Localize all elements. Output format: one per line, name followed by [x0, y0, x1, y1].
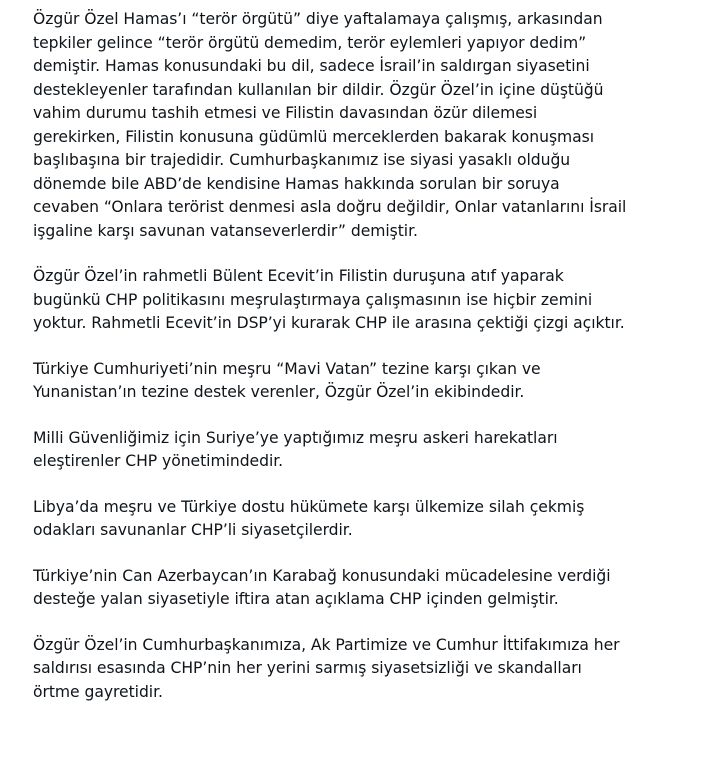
text-line: tepkiler gelince “terör örgütü demedim, terör eylemleri yapıyor dedim” [33, 33, 587, 52]
article-body [33, 8, 701, 726]
paragraph-mavi-vatan [33, 358, 701, 405]
paragraph-suriye [33, 427, 701, 474]
text-line: bugünkü CHP politikasını meşrulaştırmaya çalışmasının ise hiçbir zemini [33, 290, 593, 309]
text-line: cevaben “Onlara terörist denmesi asla doğru değildir, Onlar vatanlarını İsrail [33, 198, 627, 216]
text-line: dönemde bile ABD’de kendisine Hamas hakkında sorulan bir soruya [33, 174, 560, 193]
text-line: işgaline karşı savunan vatanseverlerdir” demiştir. [33, 221, 418, 240]
text-line: Türkiye’nin Can Azerbaycan’ın Karabağ konusundaki mücadelesine verdiği [33, 566, 611, 585]
paragraph-ecevit [33, 265, 701, 336]
text-line: Özgür Özel’in rahmetli Bülent Ecevit’in Filistin duruşuna atıf yaparak [33, 267, 564, 285]
text-line: demiştir. Hamas konusundaki bu dil, sadece İsrail’in saldırgan siyasetini [33, 57, 590, 75]
text-line: eleştirenler CHP yönetimindedir. [33, 452, 284, 470]
text-line: destekleyenler tarafından kullanılan bir dildir. Özgür Özel’in içine düştüğü [33, 80, 604, 99]
text-line: örtme gayretidir. [33, 682, 163, 701]
text-line: Özgür Özel Hamas’ı “terör örgütü” diye yaftalamaya çalışmış, arkasından [33, 10, 603, 28]
text-line: Yunanistan’ın tezine destek verenler, Özgür Özel’in ekibindedir. [33, 383, 525, 401]
text-line: yoktur. Rahmetli Ecevit’in DSP’yi kurarak CHP ile arasına çektiği çizgi açıktır. [33, 314, 625, 332]
text-line: Milli Güvenliğimiz için Suriye’ye yaptığımız meşru askeri harekatları [33, 428, 558, 447]
text-line: başlıbaşına bir trajedidir. Cumhurbaşkanımız ise siyasi yasaklı olduğu [33, 151, 571, 169]
paragraph-libya [33, 496, 701, 543]
text-line: vahim durumu tashih etmesi ve Filistin davasından özür dilemesi [33, 104, 538, 122]
paragraph-karabag [33, 565, 701, 612]
text-line: saldırısı esasında CHP’nin her yerini sarmış siyasetsizliği ve skandalları [33, 659, 582, 677]
text-line: Özgür Özel’in Cumhurbaşkanımıza, Ak Partimize ve Cumhur İttifakımıza her [33, 635, 620, 654]
text-line: desteğe yalan siyasetiyle iftira atan açıklama CHP içinden gelmiştir. [33, 590, 559, 608]
text-line: gerekirken, Filistin konusuna güdümlü merceklerden bakarak konuşması [33, 127, 595, 146]
paragraph-cumhur-ittifaki [33, 634, 701, 705]
text-line: odakları savunanlar CHP’li siyasetçilerdir. [33, 521, 353, 539]
paragraph-hamas [33, 8, 701, 243]
text-line: Türkiye Cumhuriyeti’nin meşru “Mavi Vatan” tezine karşı çıkan ve [33, 359, 541, 378]
text-line: Libya’da meşru ve Türkiye dostu hükümete karşı ülkemize silah çekmiş [33, 497, 585, 516]
